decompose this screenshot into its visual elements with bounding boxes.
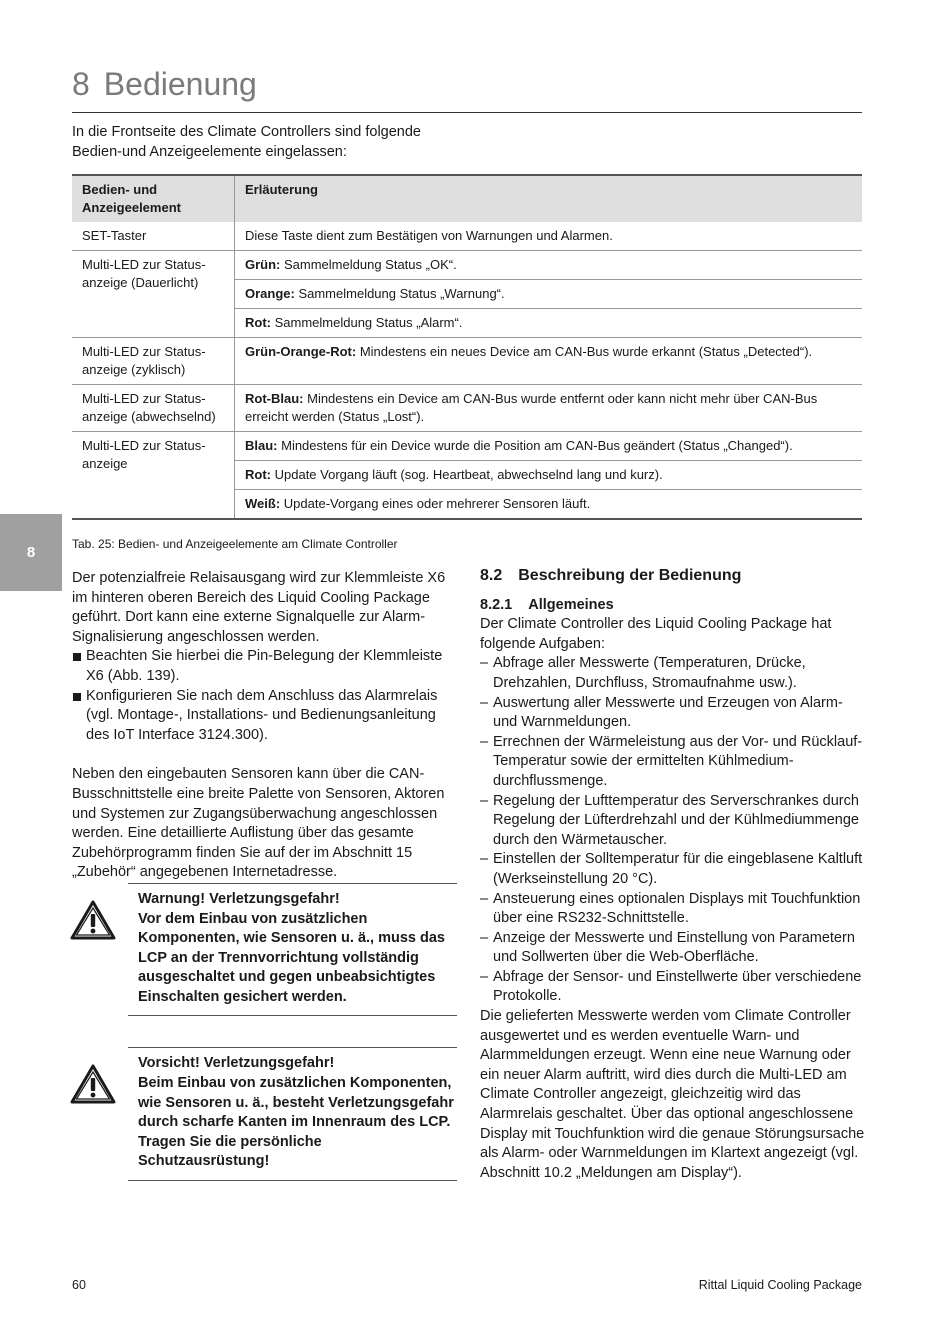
subsection-number: 8.2.1	[480, 596, 513, 613]
list-item: – Auswertung aller Messwerte und Erzeugen von Alarm- und Warnmeldungen.	[480, 694, 865, 733]
section-heading	[480, 566, 865, 586]
intro-text	[72, 122, 492, 162]
row-term: Blau:	[245, 438, 278, 453]
chapter-tab: 8	[0, 514, 62, 591]
list-item: – Regelung der Lufttemperatur des Serverschrankes durch Regelung der Lüfterdrehzahl und der Kühlmediummenge durch den Wärmetauscher.	[480, 792, 865, 851]
table-header-row	[72, 175, 862, 222]
row-term: Rot:	[245, 467, 271, 482]
table-row	[72, 251, 862, 280]
sensor-paragraph: Neben den eingebauten Sensoren kann über die CAN-Busschnittstelle eine breite Palette von Sensoren, Aktoren und Systemen zur Zugangsüberwachung angeschlossen werden. Eine detaillierte Auflistung über das gesamte Zubehörprogramm finden Sie auf der im Abschnitt 15 „Zubehör“ angegebenen Internetadresse.	[72, 766, 445, 881]
row-text: Mindestens ein Device am CAN-Bus wurde entfernt oder kann nicht mehr über CAN-Bus erreicht werden (Status „Lost“).	[245, 391, 818, 424]
table-row	[72, 338, 862, 385]
caution-heading: Vorsicht! Verletzungsgefahr!	[138, 1055, 335, 1072]
task-list	[480, 654, 865, 1007]
row-explanation	[235, 461, 863, 490]
row-explanation	[235, 222, 863, 251]
intro-line-2: Bedien-und Anzeigeelemente eingelassen:	[72, 144, 347, 160]
table-caption: Tab. 25: Bedien- und Anzeigeelemente am Climate Controller	[72, 537, 398, 551]
row-text: Sammelmeldung Status „Alarm“.	[271, 315, 463, 330]
row-explanation	[235, 280, 863, 309]
warning-triangle-icon	[70, 900, 116, 940]
row-text: Mindestens für ein Device wurde die Position am CAN-Bus geändert (Status „Changed“).	[277, 438, 793, 453]
row-explanation	[235, 432, 863, 461]
row-text: Diese Taste dient zum Bestätigen von Warnungen und Alarmen.	[245, 228, 613, 243]
row-explanation	[235, 490, 863, 520]
row-text: Sammelmeldung Status „Warnung“.	[294, 286, 505, 301]
row-explanation	[235, 309, 863, 338]
warning-heading: Warnung! Verletzungsgefahr!	[138, 890, 340, 907]
list-item: – Ansteuerung eines optionalen Displays mit Touchfunktion über eine RS232-Schnittstelle.	[480, 890, 865, 929]
warning-triangle-icon	[70, 1064, 116, 1104]
row-element: Multi-LED zur Status-anzeige (abwechselnd)	[72, 385, 235, 432]
chapter-title	[72, 66, 257, 103]
title-rule	[72, 112, 862, 113]
table-row	[72, 432, 862, 461]
list-item: – Anzeige der Messwerte und Einstellung von Parametern und Sollwerten über die Web-Oberfläche.	[480, 929, 865, 968]
header-explanation: Erläuterung	[235, 175, 863, 222]
row-term: Rot-Blau:	[245, 391, 304, 406]
caution-text: Beim Einbau von zusätzlichen Komponenten, wie Sensoren u. ä., besteht Verletzungsgefahr durch scharfe Kanten im Innenraum des LCP. Tragen Sie die persönliche Schutzausrüstung!	[138, 1075, 454, 1170]
row-element: Multi-LED zur Status-anzeige	[72, 432, 235, 520]
bullet-item: Beachten Sie hierbei die Pin-Belegung der Klemmleiste X6 (Abb. 139).	[72, 647, 457, 686]
row-explanation	[235, 385, 863, 432]
footer-product: Rittal Liquid Cooling Package	[698, 1278, 862, 1292]
list-item: – Abfrage der Sensor- und Einstellwerte über verschiedene Protokolle.	[480, 968, 865, 1007]
row-element: Multi-LED zur Status-anzeige (Dauerlicht)	[72, 251, 235, 338]
list-item: – Abfrage aller Messwerte (Temperaturen, Drücke, Drehzahlen, Durchfluss, Stromaufnahme usw.).	[480, 654, 865, 693]
row-text: Sammelmeldung Status „OK“.	[280, 257, 457, 272]
row-explanation	[235, 338, 863, 385]
bullet-item: Konfigurieren Sie nach dem Anschluss das Alarmrelais (vgl. Montage-, Installations- und Bedienungsanleitung des IoT Interface 3124.300).	[72, 687, 457, 746]
row-term: Grün:	[245, 257, 281, 272]
list-item: – Errechnen der Wärmeleistung aus der Vor- und Rücklauf-Temperatur sowie der ermittelten Kühlmedium-durchflussmenge.	[480, 733, 865, 792]
relay-bullets	[72, 647, 457, 745]
intro-line-1: In die Frontseite des Climate Controllers sind folgende	[72, 124, 421, 140]
row-explanation	[235, 251, 863, 280]
table-row	[72, 385, 862, 432]
warning-text: Vor dem Einbau von zusätzlichen Komponenten, wie Sensoren u. ä., muss das LCP an der Trennvorrichtung vollständig ausgeschaltet und gegen unbeabsichtigtes Einschalten gesichert werden.	[138, 910, 445, 1005]
row-element: Multi-LED zur Status-anzeige (zyklisch)	[72, 338, 235, 385]
subsection-heading	[480, 596, 865, 616]
relay-paragraph: Der potenzialfreie Relaisausgang wird zur Klemmleiste X6 im hinteren oberen Bereich des Liquid Cooling Package geführt. Dort kann eine externe Signalquelle zur Alarm-Signalisierung angeschlossen werden.	[72, 570, 446, 645]
table-row	[72, 222, 862, 251]
subsection-title: Allgemeines	[528, 596, 614, 613]
row-term: Orange:	[245, 286, 295, 301]
chapter-number: 8	[72, 66, 90, 102]
row-element: SET-Taster	[72, 222, 235, 251]
header-element: Bedien- und Anzeigeelement	[72, 175, 235, 222]
warning-box	[128, 883, 457, 1017]
tasks-intro: Der Climate Controller des Liquid Cooling Package hat folgende Aufgaben:	[480, 616, 832, 652]
row-text: Update-Vorgang eines oder mehrerer Sensoren läuft.	[280, 496, 591, 511]
controls-table	[72, 174, 862, 520]
section-title: Beschreibung der Bedienung	[518, 567, 742, 584]
caution-box	[128, 1047, 457, 1181]
row-text: Update Vorgang läuft (sog. Heartbeat, abwechselnd lang und kurz).	[271, 467, 663, 482]
spacer	[72, 745, 457, 765]
list-item: – Einstellen der Solltemperatur für die eingeblasene Kaltluft (Werkseinstellung 20 °C).	[480, 850, 865, 889]
row-text: Mindestens ein neues Device am CAN-Bus wurde erkannt (Status „Detected“).	[356, 344, 813, 359]
chapter-title-text: Bedienung	[103, 66, 257, 102]
page-number: 60	[72, 1278, 86, 1292]
left-column	[72, 569, 457, 1181]
closing-paragraph: Die gelieferten Messwerte werden vom Climate Controller ausgewertet und es werden eventuelle Warn- und Alarmmeldungen erzeugt. Wenn eine neue Warnung oder ein neuer Alarm auftritt, wird dies durch die Multi-LED am Climate Controller angezeigt, gleichzeitig wird das Alarmrelais geschaltet. Über das optional angeschlossene Display mit Touchfunktion wird die genaue Störungsursache als Alarm- oder Warnmeldungen im Klartext angezeigt (vgl. Abschnitt 10.2 „Meldungen am Display“).	[480, 1008, 865, 1181]
row-term: Weiß:	[245, 496, 281, 511]
row-term: Rot:	[245, 315, 271, 330]
right-column	[480, 566, 865, 1183]
section-number: 8.2	[480, 567, 503, 584]
row-term: Grün-Orange-Rot:	[245, 344, 357, 359]
